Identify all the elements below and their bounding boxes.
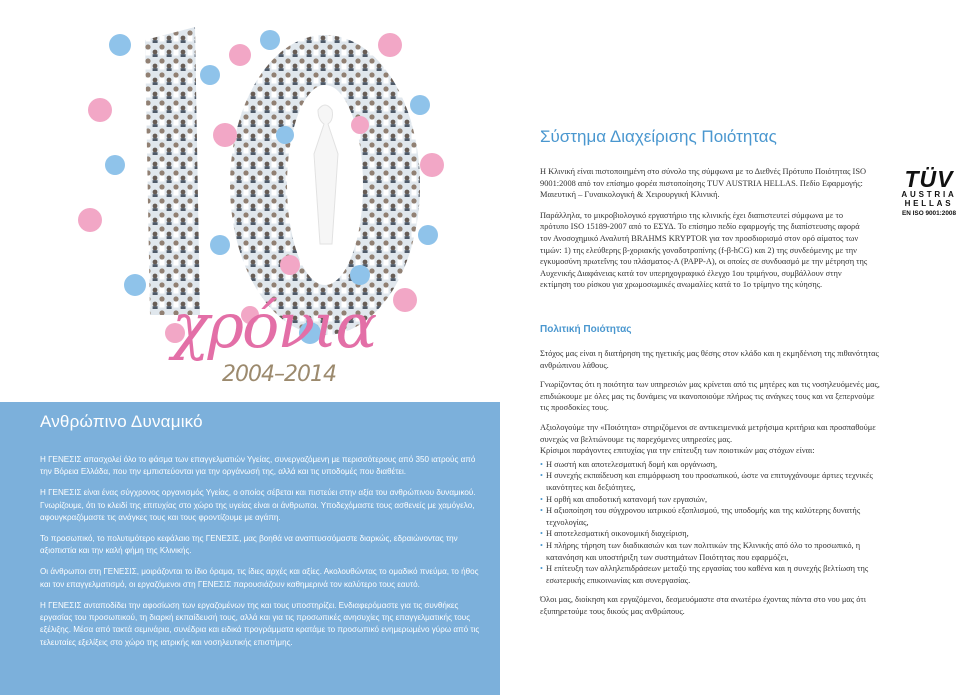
years-range: 2004–2014 — [222, 362, 336, 387]
tuv-cert-label: EN ISO 9001:2008 — [902, 210, 956, 217]
list-item: • Η σωστή και αποτελεσματική δομή και οργάνωση, — [540, 459, 885, 471]
hr-paragraph: Η ΓΕΝΕΣΙΣ απασχολεί όλο το φάσμα των επαγγελματιών Υγείας, συνεργαζόμενη με περισσότερους από 350 ιατρούς από την Βόρεια Ελλάδα, που την εμπιστεύονται για την οργάνωσή της, αλλά και τις υποδομές που διαθέτει. — [40, 455, 476, 477]
policy-paragraph: Γνωρίζοντας ότι η ποιότητα των υπηρεσιών μας κρίνεται από τις μητέρες και τις νοσηλευόμενές μας, επιδιώκουμε με όλες μας τις δυνάμεις να ικανοποιούμε πλήρως τις ανάγκες τους και να ξεπερνούμε τις προσδοκίες τους. — [540, 380, 880, 413]
list-item: • Η ορθή και αποδοτική κατανομή των εργασιών, — [540, 494, 885, 506]
list-item: • Η αποτελεσματική οικονομική διαχείριση, — [540, 528, 885, 540]
list-item: • Η επίτευξη των αλληλεπιδράσεων μεταξύ της εργασίας του καθένα και η συνεχής βελτίωση της εσωτερικής επικοινωνίας και συνεργασίας. — [540, 563, 885, 586]
list-item: • Η αξιοποίηση του σύγχρονου ιατρικού εξοπλισμού, της υποδομής και της καλύτερης δυνατής τεχνολογίας, — [540, 505, 885, 528]
policy-paragraph: Στόχος μας είναι η διατήρηση της ηγετικής μας θέσης στον κλάδο και η εκμηδένιση της πιθανότητας ανθρώπινου λάθους. — [540, 349, 879, 370]
policy-paragraph: Αξιολογούμε την «Ποιότητα» στηριζόμενοι σε αντικειμενικά μετρήσιμα κριτήρια και προσπαθούμε συνεχώς να βελτιώνουμε τις παρεχόμενες υπηρεσίες μας. — [540, 422, 876, 444]
tuv-logo-line2: HELLAS — [904, 199, 954, 208]
policy-paragraph: Κρίσιμοι παράγοντες επιτυχίας για την επίτευξη των ποιοτικών μας στόχων είναι: — [540, 446, 815, 456]
quality-policy-title: Πολιτική Ποιότητας — [540, 324, 632, 335]
success-factors-list — [540, 459, 885, 587]
hr-paragraph: Η ΓΕΝΕΣΙΣ ανταποδίδει την αφοσίωση των εργαζομένων της και τους υποστηρίζει. Ενδιαφερόμαστε για τις συνθήκες εργασίας του προσωπικού, τη διαρκή εκπαίδευσή τους, αλλά και για τις προσωπικές ανησυχίες της επαγγελματικής τους εξέλιξης. Μέσα από τακτά σεμινάρια, συνέδρια και ειδικά προγράμματα κρατάμε το προσωπικό ενημερωμένο γύρω από τις τελευταίες εξελίξεις στο χώρο της ιατρικής και νοσηλευτικής επιστήμης. — [40, 600, 480, 647]
policy-closing: Όλοι μας, διοίκηση και εργαζόμενοι, δεσμευόμαστε στα ανωτέρω έχοντας πάντα στο νου μας ότι εξυπηρετούμε τους δικούς μας ανθρώπους. — [540, 595, 867, 616]
list-item: • Η πλήρης τήρηση των διαδικασιών και των πολιτικών της Κλινικής από όλο το προσωπικό, η κατανόηση και υποστήριξη των συστημάτων Ποιότητας που εφαρμόζει, — [540, 540, 885, 563]
hr-paragraph: Το προσωπικό, το πολυτιμότερο κεφάλαιο της ΓΕΝΕΣΙΣ, μας βοηθά να αναπτυσσόμαστε διαρκώς, εδραιώνοντας την αξιοπιστία και την καλή φήμη της Κλινικής. — [40, 534, 458, 556]
hr-paragraph: Οι άνθρωποι στη ΓΕΝΕΣΙΣ, μοιράζονται το ίδιο όραμα, τις ίδιες αρχές και αξίες. Ακολουθώντας το ομαδικό πνεύμα, το ήθος και τον επαγγελματισμό, οι εργαζόμενοι στη ΓΕΝΕΣΙΣ παρουσιάζουν καθημερινά τον καλύτερο τους εαυτό. — [40, 567, 479, 589]
years-script-title: χρόνια — [172, 289, 376, 362]
list-item: • Η συνεχής εκπαίδευση και επιμόρφωση του προσωπικού, ώστε να επιτυγχάνουμε άρτιες τεχνικές ικανότητες και δεξιότητες, — [540, 470, 885, 493]
tuv-logo-line1: AUSTRIA — [901, 190, 957, 199]
quality-system-text — [540, 166, 872, 300]
human-resources-title: Ανθρώπινο Δυναμικό — [40, 412, 203, 431]
quality-policy-text — [540, 348, 885, 625]
tuv-logo-mark: TÜV — [904, 166, 954, 192]
qms-paragraph: Η Κλινική είναι πιστοποιημένη στο σύνολο της σύμφωνα με το Διεθνές Πρότυπο Ποιότητας ISO 9001:2008 από τον επίσημο φορέα πιστοποίησης TUV AUSTRIA HELLAS. Πεδίο Εφαρμογής: Μαιευτική – Γυναικολογική & Χειρουργική Κλινική. — [540, 167, 867, 200]
quality-system-title: Σύστημα Διαχείρισης Ποιότητας — [540, 127, 777, 146]
qms-paragraph: Παράλληλα, το μικροβιολογικό εργαστήριο της κλινικής έχει διαπιστευτεί σύμφωνα με το πρότυπο ISO 15189-2007 από το ΕΣΥΔ. Το επίσημο πεδίο εφαρμογής της διαπίστευσης αφορά τον Ανοσοχημικό Αναλυτή BRAHMS KRYPTOR για τον προσδιορισμό στον ορό αίματος των τιμών: 1) της ελεύθερης β-χοριακής γοναδοτροπίνης (f-β-hCG) και 2) της συνδεόμενης με την εγκυμοσύνη πρωτεΐνης του πλάσματος-Α (PAPP-A), οι οποίες σε συνδυασμό με την μέτρηση της Αυχενικής Διαφάνειας κατά τον υπερηχογραφικό έλεγχο 1ου τριμήνου, συμβάλλουν στην εκτίμηση του ρίσκου για χρωμοσωμικές ανωμαλίες κατά το 1ο τρίμηνο της κύησης. — [540, 210, 868, 290]
hr-paragraph: Η ΓΕΝΕΣΙΣ είναι ένας σύγχρονος οργανισμός Υγείας, ο οποίος σέβεται και πιστεύει στην αξία του ανθρώπινου δυναμικού. Γνωρίζουμε, ότι το κλειδί της επιτυχίας στο χώρο της υγείας είναι οι άνθρωποι. Υποδεχόμαστε τους ασθενείς με χαμόγελο, αφουγκραζόμαστε τις ανάγκες τους και τους φροντίζουμε με αγάπη. — [40, 488, 476, 523]
tuv-austria-logo — [896, 168, 960, 218]
human-resources-panel — [0, 402, 500, 695]
